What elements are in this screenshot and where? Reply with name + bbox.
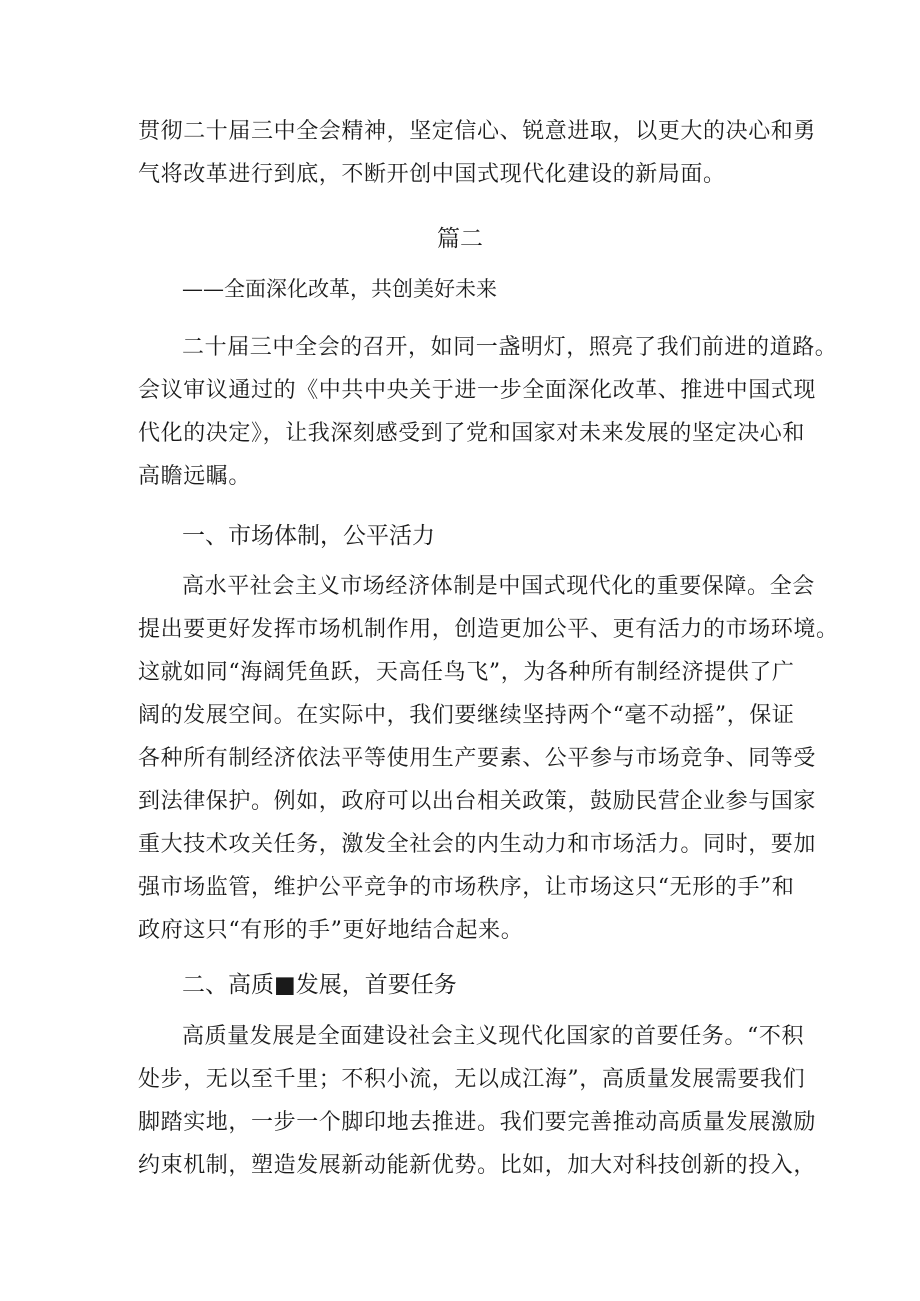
paragraph-line: 强市场监管，维护公平竞争的市场秩序，让市场这只“无形的手”和: [138, 875, 795, 900]
article-subtitle: ——全面深化改革，共创美好未来: [182, 277, 497, 301]
section-heading-1: 一、市场体制，公平活力: [182, 523, 435, 549]
paragraph-line: 脚踏实地，一步一个脚印地去推进。我们要完善推动高质量发展激励: [138, 1110, 817, 1135]
paragraph-line: 重大技术攻关任务，激发全社会的内生动力和市场活力。同时，要加: [138, 832, 817, 857]
paragraph-line: 高水平社会主义市场经济体制是中国式现代化的重要保障。全会: [182, 574, 815, 599]
paragraph-line: 提出要更好发挥市场机制作用，创造更加公平、更有活力的市场环境。: [138, 617, 839, 642]
paragraph-line: 政府这只“有形的手”更好地结合起来。: [138, 918, 524, 943]
paragraph-line: 阔的发展空间。在实际中，我们要继续坚持两个“毫不动摇”，保证: [138, 703, 795, 728]
paragraph-line: 贯彻二十届三中全会精神，坚定信心、锐意进取，以更大的决心和勇: [138, 119, 817, 144]
paragraph-line: 约束机制，塑造发展新动能新优势。比如，加大对科技创新的投入，: [138, 1153, 817, 1178]
paragraph-line: 高质量发展是全面建设社会主义现代化国家的首要任务。“不积: [182, 1024, 805, 1049]
paragraph-line: 二十届三中全会的召开，如同一盏明灯，照亮了我们前进的道路。: [182, 335, 838, 360]
paragraph-line: 处步，无以至千里；不积小流，无以成江海”，高质量发展需要我们: [138, 1067, 806, 1092]
paragraph-line: 会议审议通过的《中共中央关于进一步全面深化改革、推进中国式现: [138, 378, 817, 403]
paragraph-line: 高瞻远瞩。: [138, 464, 252, 489]
paragraph-line: 这就如同“海阔凭鱼跃，天高任鸟飞”，为各种所有制经济提供了广: [138, 660, 795, 685]
paragraph-line: 代化的决定》，让我深刻感受到了党和国家对未来发展的坚定决心和: [138, 421, 806, 446]
article-title: 篇二: [437, 226, 483, 252]
paragraph-line: 到法律保护。例如，政府可以出台相关政策，鼓励民营企业参与国家: [138, 789, 817, 814]
paragraph-line: 气将改革进行到底，不断开创中国式现代化建设的新局面。: [138, 162, 726, 187]
paragraph-line: 各种所有制经济依法平等使用生产要素、公平参与市场竞争、同等受: [138, 746, 817, 771]
section-heading-2: 二、高质■发展，首要任务: [182, 972, 457, 998]
